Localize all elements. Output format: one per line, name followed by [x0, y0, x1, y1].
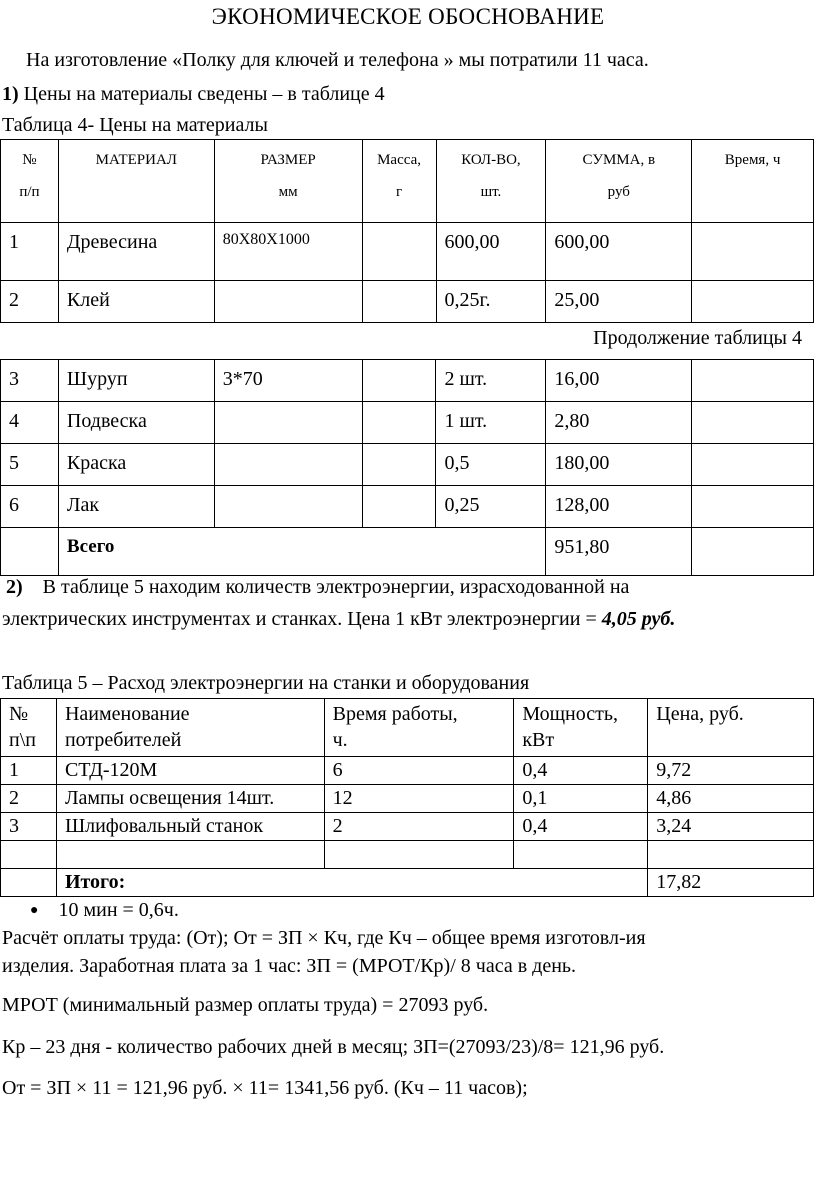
table4-cell: Шуруп: [66, 368, 128, 390]
table4-part2: [0, 359, 814, 576]
table-row: [1, 360, 814, 402]
section-1-text: Цены на материалы сведены – в таблице 4: [18, 83, 385, 105]
table4-cell: [363, 223, 436, 231]
table5-total-row: [1, 869, 814, 897]
table4-cell: 4: [9, 410, 19, 432]
table5-cell: СТД-120М: [56, 757, 324, 785]
table5-cell: 4,86: [648, 785, 814, 813]
table4-caption: Таблица 4- Цены на материалы: [2, 114, 268, 136]
table4-cell: 600,00: [554, 231, 610, 253]
table4-cell: 0,5: [444, 452, 470, 474]
table-row: [1, 813, 814, 841]
table4-cell: 5: [9, 452, 19, 474]
table4-cell: 1: [9, 231, 19, 253]
table-row: [1, 444, 814, 486]
table4-cell: 0,25г.: [444, 289, 491, 311]
table5-cell: 2: [1, 785, 57, 813]
table5-cell: Шлифовальный станок: [56, 813, 324, 841]
table4-cell: [215, 402, 362, 410]
table4-cell: Древесина: [66, 231, 158, 253]
table4-cell: 600,00: [444, 231, 500, 253]
page-title: ЭКОНОМИЧЕСКОЕ ОБОСНОВАНИЕ: [211, 4, 605, 29]
bullet-item: [30, 899, 179, 922]
table5-cell: Лампы освещения 14шт.: [56, 785, 324, 813]
intro-text: На изготовление «Полку для ключей и телефона » мы потратили 11 часа.: [26, 49, 649, 71]
table4-cell: [363, 444, 436, 452]
table4-header-cell: Масса, г: [362, 140, 436, 223]
calc-line-3: МРОТ (минимальный размер оплаты труда) = 27093 руб.: [2, 994, 489, 1016]
table4-total-row: [1, 528, 814, 576]
table-row: [1, 785, 814, 813]
table4-header-cell: Время, ч: [692, 140, 814, 223]
calc-line-1: Расчёт оплаты труда: (От); От = ЗП × Кч, где Кч – общее время изготовл-ия: [2, 927, 646, 949]
table5-cell: 0,1: [514, 785, 648, 813]
table5-cell: [648, 841, 814, 869]
table5-cell: 1: [1, 757, 57, 785]
table5-cell: [1, 841, 57, 869]
table-row: [1, 841, 814, 869]
table4-header-cell: № п/п: [1, 140, 59, 223]
table5-header-cell: Наименование потребителей: [56, 699, 324, 757]
table5-cell: [324, 841, 514, 869]
table5-header-cell: Мощность, кВт: [514, 699, 648, 757]
calc-line-5: От = ЗП × 11 = 121,96 руб. × 11= 1341,56 руб. (Кч – 11 часов);: [2, 1077, 528, 1099]
table4-cell: [215, 281, 362, 289]
section-2-text2: электрических инструментах и станках. Цена 1 кВт электроэнергии =: [2, 608, 602, 630]
table4-cell: [692, 402, 813, 410]
table5-cell: [56, 841, 324, 869]
table4-cell: [363, 486, 436, 494]
calc-line-2: изделия. Заработная плата за 1 час: ЗП = (МРОТ/Кр)/ 8 часа в день.: [2, 955, 577, 977]
table5-total-value: 17,82: [648, 869, 814, 897]
table4-cell: 128,00: [554, 494, 610, 516]
table4-cell: 2,80: [554, 410, 590, 432]
table5-cell: 12: [324, 785, 514, 813]
table4-cell: 80Х80Х1000: [222, 231, 310, 248]
table4-total-label: Всего: [66, 536, 115, 557]
table4-header-cell: РАЗМЕР мм: [214, 140, 362, 223]
table4-header-cell: МАТЕРИАЛ: [58, 140, 214, 223]
table5-cell: 0,4: [514, 757, 648, 785]
table4-part1: [0, 139, 814, 323]
table4-cell: 180,00: [554, 452, 610, 474]
table4-header-row: [1, 140, 814, 223]
table4-cell: Подвеска: [66, 410, 147, 432]
section-1-number: 1): [2, 83, 19, 105]
table5-total-label: Итого:: [64, 871, 126, 893]
table4-cell: 2 шт.: [444, 368, 488, 390]
table5-header-cell: Время работы, ч.: [324, 699, 514, 757]
table4-cell: Клей: [66, 289, 110, 311]
table4-cell: [692, 223, 813, 231]
table4-cell: Лак: [66, 494, 100, 516]
table4-cell: 3: [9, 368, 19, 390]
table5-cell: 3,24: [648, 813, 814, 841]
section-2-text: В таблице 5 находим количеств электроэнергии, израсходованной на: [42, 576, 630, 598]
table4-cell: [692, 281, 813, 289]
table-row: [1, 223, 814, 281]
table4-cell: Краска: [66, 452, 127, 474]
electricity-price: 4,05 руб.: [601, 608, 676, 630]
table4-cell: 3*70: [222, 368, 263, 390]
section-2-line2: [2, 608, 675, 631]
table4-cell: 6: [9, 494, 19, 516]
table5-cell: 0,4: [514, 813, 648, 841]
table4-cell: 16,00: [554, 368, 600, 390]
table4-continuation: Продолжение таблицы 4: [593, 327, 802, 349]
calc-line-4: Кр – 23 дня - количество рабочих дней в месяц; ЗП=(27093/23)/8= 121,96 руб.: [2, 1036, 665, 1058]
table5-header-row: [1, 699, 814, 757]
table4-cell: [363, 402, 436, 410]
table-row: [1, 402, 814, 444]
table4-header-cell: КОЛ-ВО, шт.: [436, 140, 546, 223]
table5-cell: 6: [324, 757, 514, 785]
table4-cell: [692, 486, 813, 494]
table-row: [1, 281, 814, 323]
table5-cell: [514, 841, 648, 869]
table5-caption: Таблица 5 – Расход электроэнергии на станки и оборудования: [2, 672, 530, 694]
table4-cell: [692, 444, 813, 452]
table5-cell: 2: [324, 813, 514, 841]
table5: [0, 698, 814, 897]
table4-cell: 2: [9, 289, 19, 311]
section-2-number: 2): [6, 576, 23, 598]
table4-cell: [215, 486, 362, 494]
section-2-line1: [6, 576, 814, 599]
table4-cell: [692, 360, 813, 368]
section-1: [2, 83, 385, 106]
table5-header-cell: Цена, руб.: [648, 699, 814, 757]
table5-cell: 3: [1, 813, 57, 841]
bullet-text: 10 мин = 0,6ч.: [58, 899, 179, 921]
bullet-icon: ●: [30, 903, 39, 918]
table-row: [1, 757, 814, 785]
table4-cell: [363, 360, 436, 368]
table4-header-cell: СУММА, в руб: [546, 140, 692, 223]
table5-header-cell: № п\п: [1, 699, 57, 757]
table4-cell: 1 шт.: [444, 410, 488, 432]
table4-cell: [215, 444, 362, 452]
table4-cell: [363, 281, 436, 289]
table-row: [1, 486, 814, 528]
table4-cell: 25,00: [554, 289, 600, 311]
table4-cell: 0,25: [444, 494, 480, 516]
table5-cell: 9,72: [648, 757, 814, 785]
table4-total-value: 951,80: [554, 536, 610, 558]
